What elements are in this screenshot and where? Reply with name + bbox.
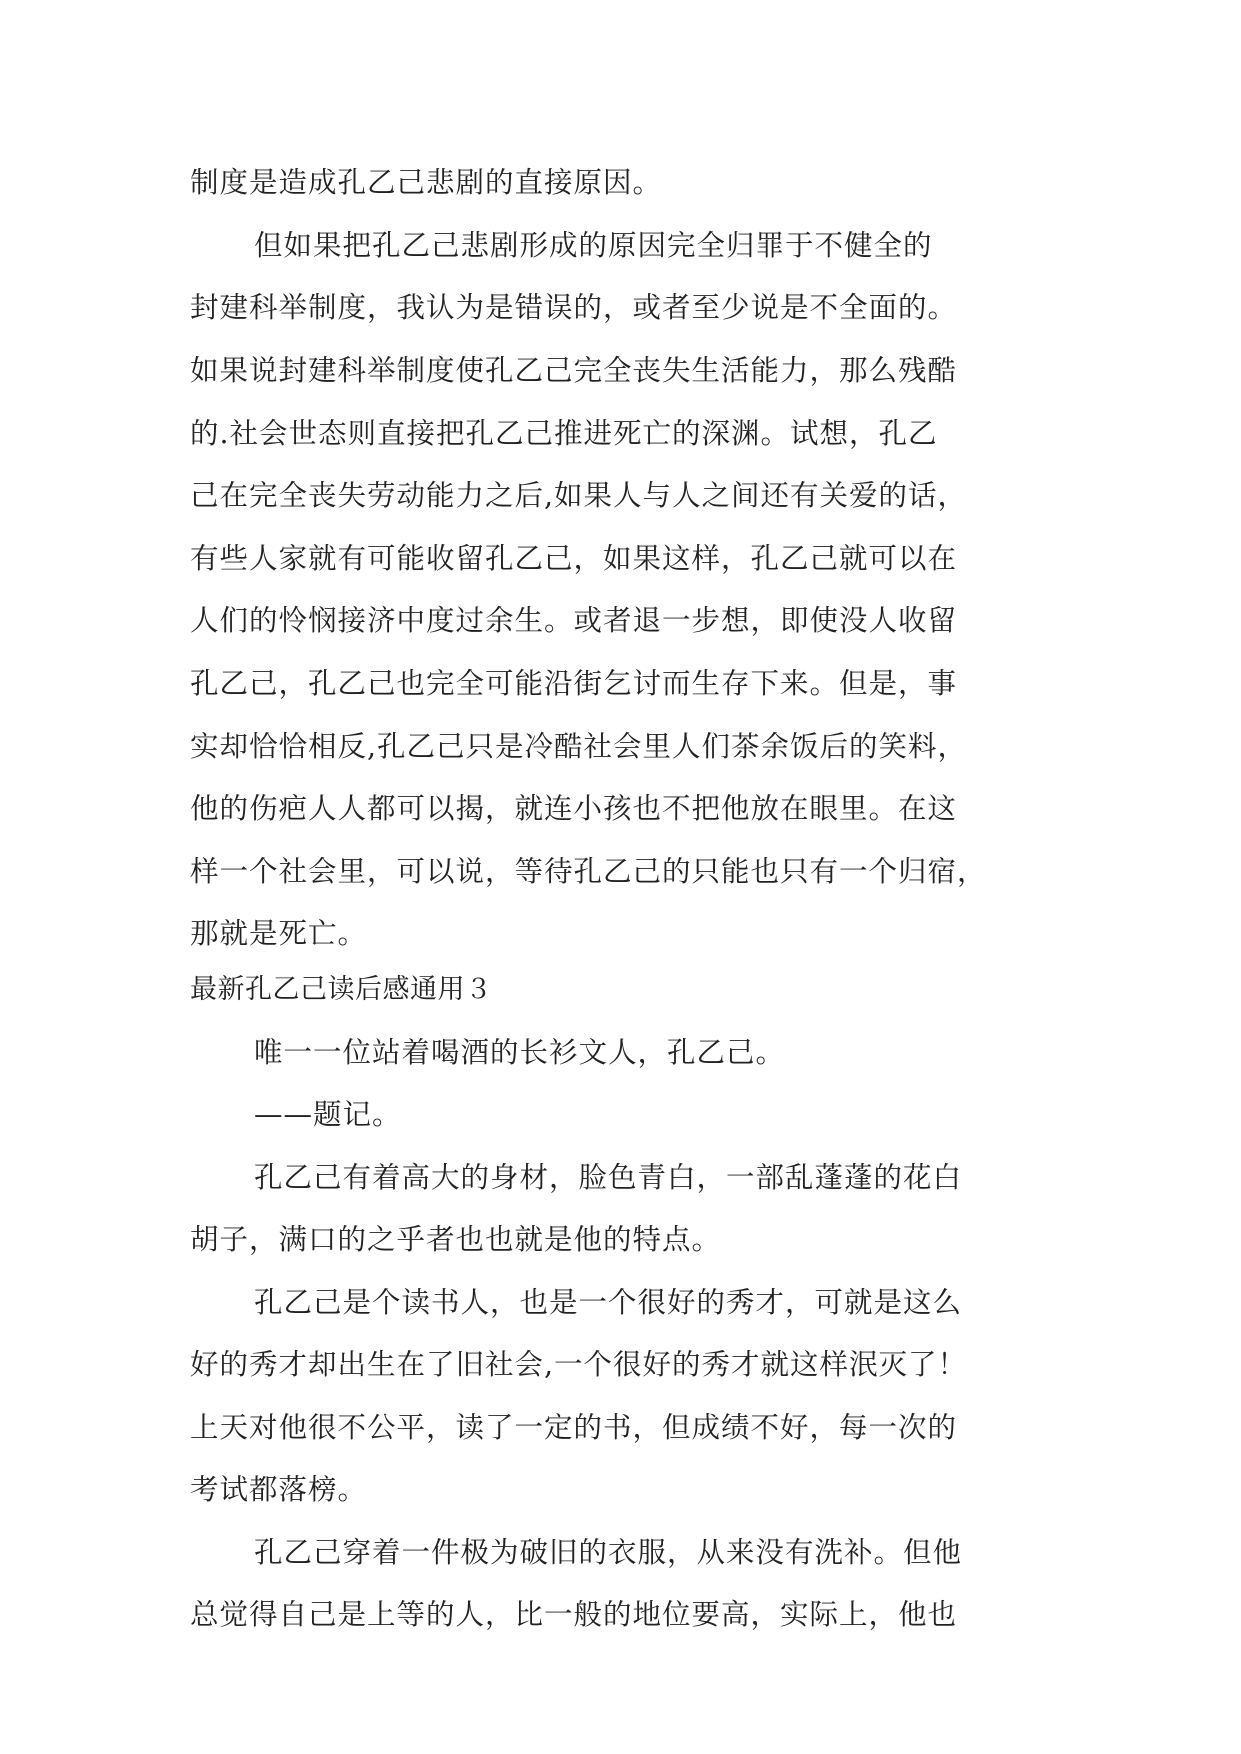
text-line: 己在完全丧失劳动能力之后,如果人与人之间还有关爱的话， [190,479,968,512]
text-line: 上天对他很不公平，读了一定的书，但成绩不好，每一次的 [190,1411,958,1444]
text-line: 孔乙己穿着一件极为破旧的衣服，从来没有洗补。但他 [254,1536,963,1569]
text-line: 人们的怜悯接济中度过余生。或者退一步想，即使没人收留 [190,604,958,637]
text-line: 孔乙己，孔乙己也完全可能沿街乞讨而生存下来。但是，事 [190,667,958,700]
text-line: 那就是死亡。 [190,917,368,950]
text-line: 如果说封建科举制度使孔乙己完全丧失生活能力，那么残酷 [190,354,958,387]
text-line: 样一个社会里，可以说，等待孔乙己的只能也只有一个归宿， [190,855,987,888]
section-heading: 最新孔乙己读后感通用３ [190,974,493,1005]
text-line: 孔乙己是个读书人，也是一个很好的秀才，可就是这么 [254,1286,963,1319]
text-line: 考试都落榜。 [190,1473,368,1506]
text-line: 但如果把孔乙己悲剧形成的原因完全归罪于不健全的 [254,229,933,262]
epigraph-attribution: ——题记。 [254,1098,402,1131]
text-line: 胡子，满口的之乎者也也就是他的特点。 [190,1223,722,1256]
text-line: 封建科举制度，我认为是错误的，或者至少说是不全面的。 [190,291,958,324]
text-line: 他的伤疤人人都可以揭，就连小孩也不把他放在眼里。在这 [190,792,958,825]
text-line: 好的秀才却出生在了旧社会,一个很好的秀才就这样泯灭了！ [190,1348,968,1381]
text-line: 孔乙己有着高大的身材，脸色青白，一部乱蓬蓬的花白 [254,1161,963,1194]
text-line: 总觉得自己是上等的人，比一般的地位要高，实际上，他也 [190,1598,958,1631]
text-line: 制度是造成孔乙己悲剧的直接原因。 [190,166,663,199]
text-line: 实却恰恰相反,孔乙己只是冷酷社会里人们茶余饭后的笑料， [190,730,968,763]
text-line: 唯一一位站着喝酒的长衫文人，孔乙己。 [254,1036,786,1069]
text-line: 的.社会世态则直接把孔乙己推进死亡的深渊。试想，孔乙 [190,417,938,450]
text-line: 有些人家就有可能收留孔乙己，如果这样，孔乙己就可以在 [190,542,958,575]
